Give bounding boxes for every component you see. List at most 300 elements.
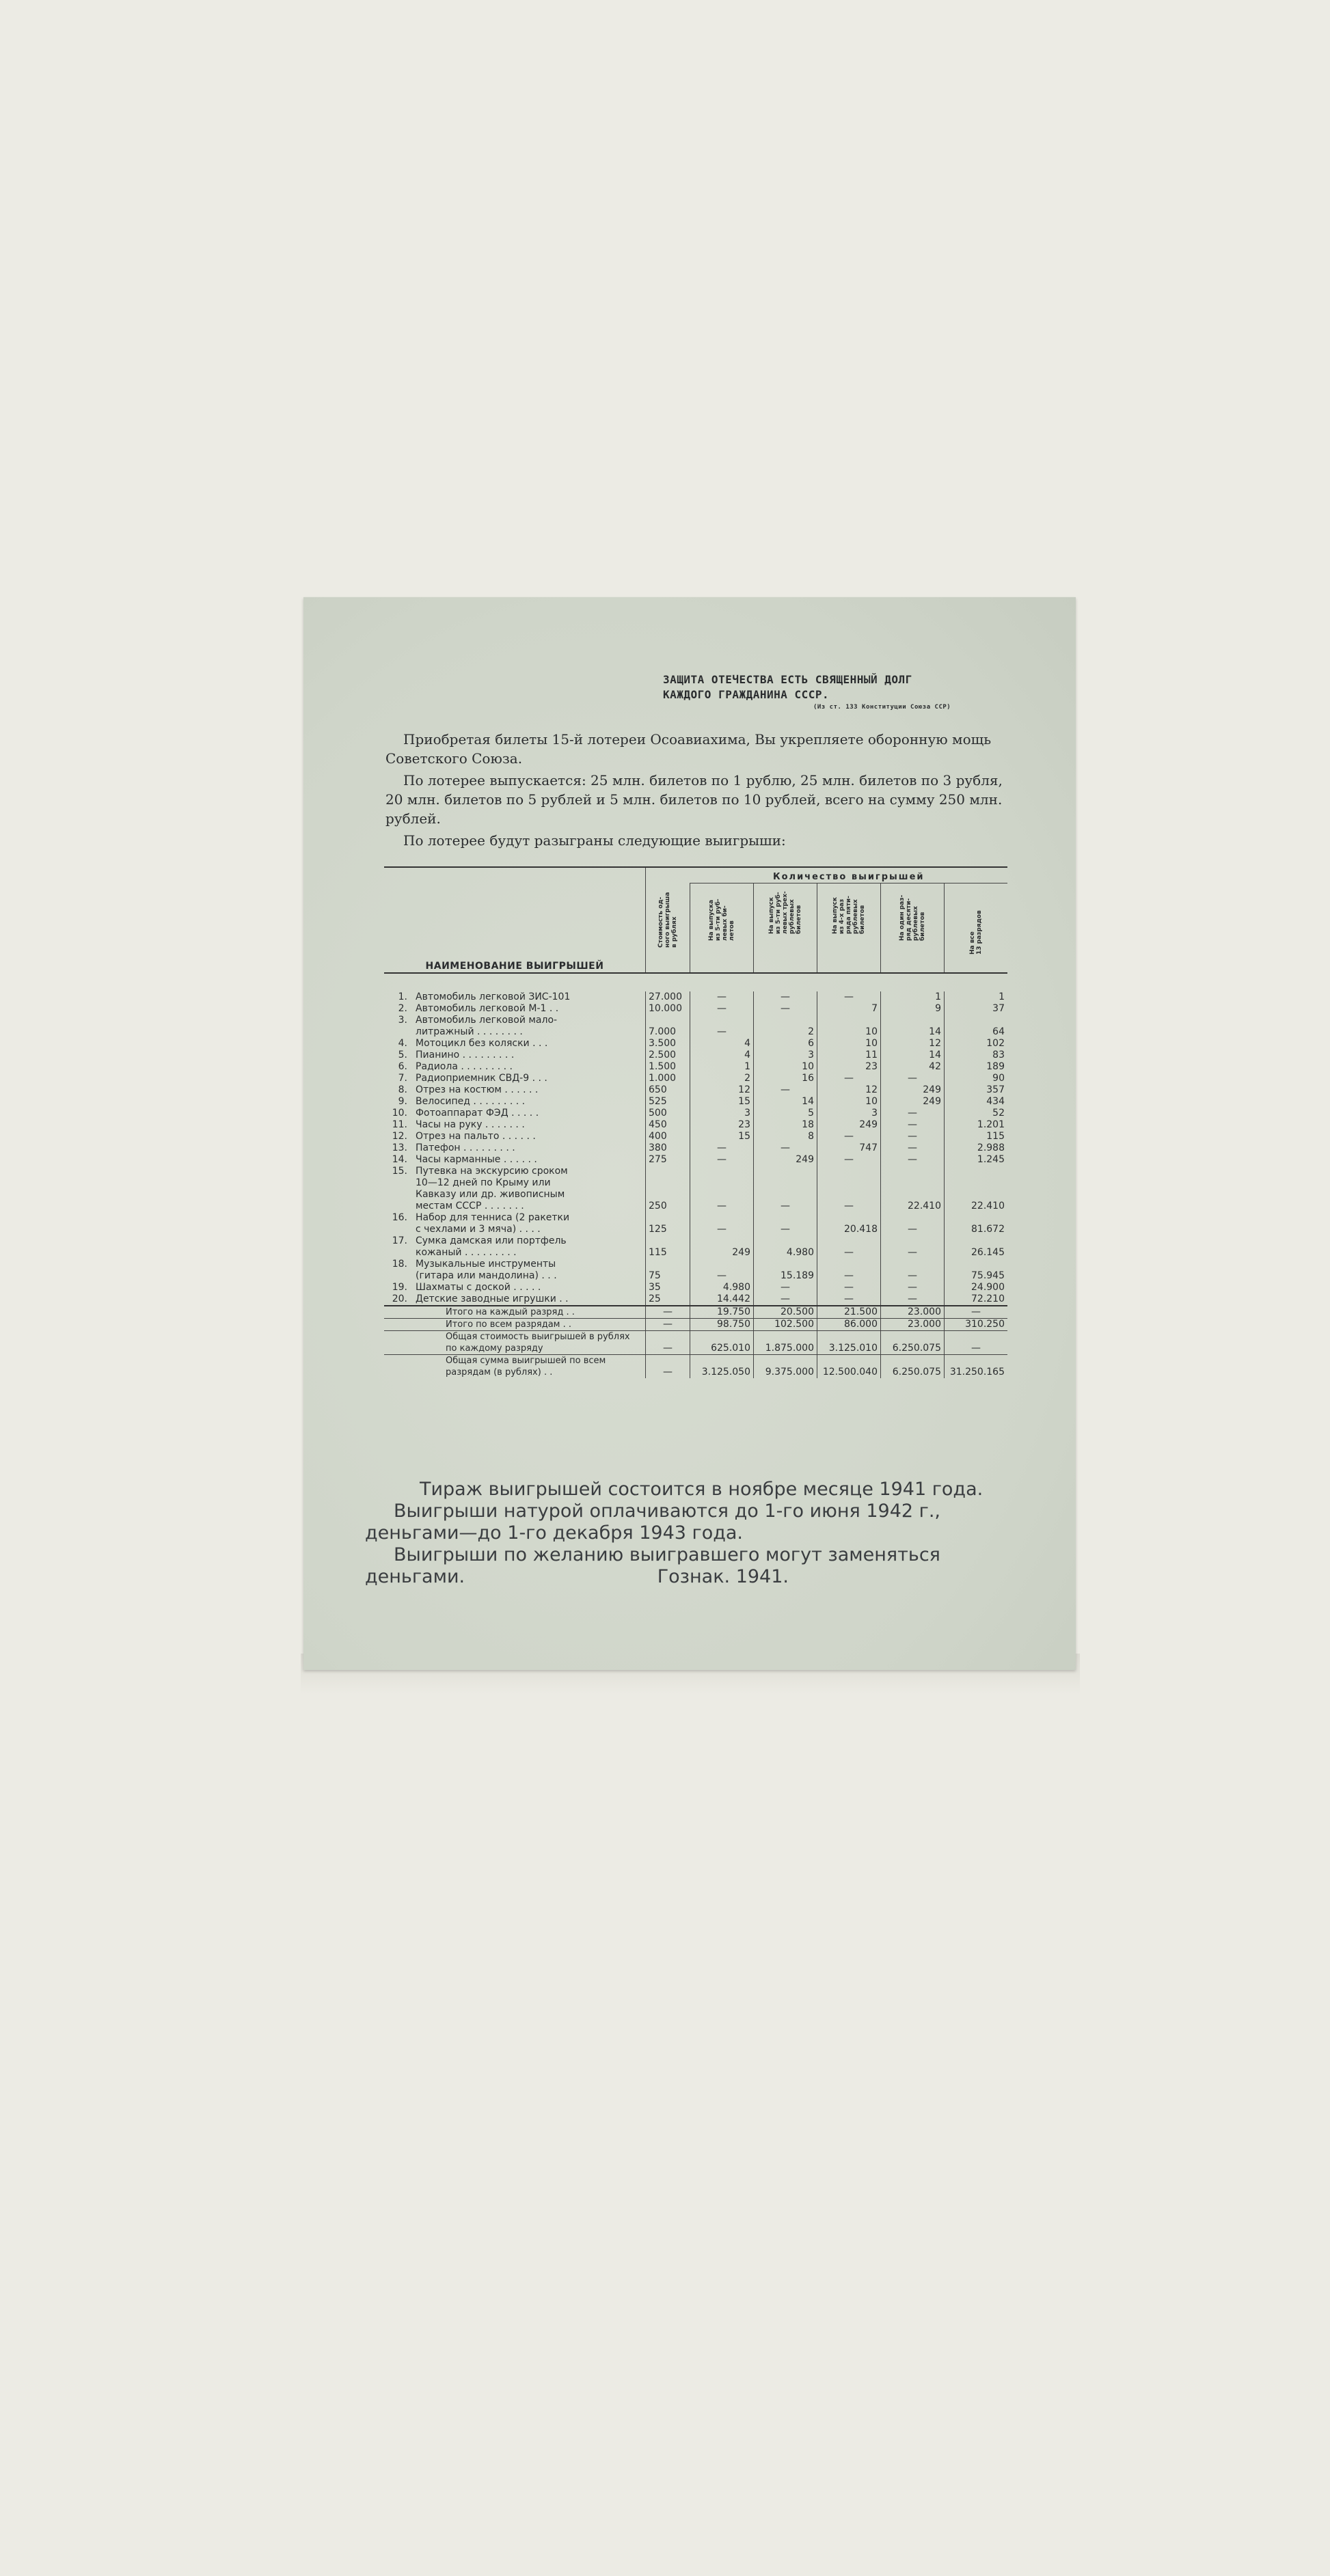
row-count-c3: 7 [817,1003,881,1015]
table-row [384,1084,1007,1096]
row-count-c2: 3 [754,1050,817,1061]
row-name: Музыкальные инструменты [416,1259,556,1270]
row-count-c1: 4.980 [690,1282,754,1293]
row-index: 11. [392,1119,407,1130]
row-name: Отрез на костюм . . . . . . [416,1084,539,1095]
row-count-c4: — [881,1108,945,1119]
row-index: 20. [392,1293,407,1304]
table-row [384,1119,1007,1131]
total-index [384,1306,411,1319]
row-count-c5 [945,1259,1008,1270]
row-cost: 500 [646,1108,690,1119]
row-count-c2: — [754,1224,817,1235]
row-count-c2: — [754,1142,817,1154]
row-count-c5: 115 [945,1131,1008,1142]
table-row [384,1282,1007,1293]
row-count-c1: 3 [690,1108,754,1119]
total-cost: — [646,1319,690,1331]
row-cost: 35 [646,1282,690,1293]
table-row [384,1050,1007,1061]
row-index: 4. [398,1038,407,1049]
row-count-c2: 14 [754,1096,817,1108]
column-header-4: На один раз- ряд десяти- рублевых билетов [881,883,945,974]
row-count-c5: 64 [945,1026,1008,1038]
row-cost: 1.000 [646,1073,690,1084]
row-count-c3: — [817,991,881,1003]
row-count-c2: 16 [754,1073,817,1084]
total-name: Общая стоимость выигрышей в рублях по каждому разряду [411,1331,646,1355]
total-c5: 31.250.165 [945,1355,1008,1379]
row-count-c4 [881,1235,945,1247]
row-count-c2: — [754,991,817,1003]
cost-column-header: Стоимость од- ного выигрыша в рублях [646,867,690,973]
row-name: Автомобиль легковой мало- [416,1015,558,1026]
row-count-c3: 12 [817,1084,881,1096]
row-count-c1: 15 [690,1096,754,1108]
row-count-c3: — [817,1293,881,1306]
row-count-c3: — [817,1131,881,1142]
row-count-c3: — [817,1282,881,1293]
row-cost: 650 [646,1084,690,1096]
table-row [384,1166,1007,1177]
row-count-c1: — [690,1142,754,1154]
row-count-c3 [817,1212,881,1224]
table-row [384,1154,1007,1166]
row-count-c4: — [881,1131,945,1142]
row-index: 12. [392,1131,407,1142]
total-c4: 23.000 [881,1319,945,1331]
row-count-c2: — [754,1201,817,1212]
row-count-c3: — [817,1154,881,1166]
footer-line-3: деньгами—до 1-го декабря 1943 года. [365,1522,744,1544]
row-count-c4: — [881,1247,945,1259]
row-name: Пианино . . . . . . . . . [416,1050,515,1060]
footer-line-1: Тираж выигрышей состоится в ноябре месяце 1941 года. [420,1479,983,1500]
row-count-c5 [945,1235,1008,1247]
row-count-c5: 90 [945,1073,1008,1084]
table-row [384,1131,1007,1142]
row-count-c1 [690,1189,754,1201]
row-count-c2 [754,1212,817,1224]
row-count-c5: 81.672 [945,1224,1008,1235]
row-count-c5: 75.945 [945,1270,1008,1282]
row-count-c1: — [690,1154,754,1166]
row-count-c1: 4 [690,1038,754,1050]
column-header-3: На выпуск из 4-х раз ряда пяти- рублевых билетов [817,883,881,974]
row-index [384,1224,411,1235]
total-c3: 12.500.040 [817,1355,881,1379]
table-row [384,1015,1007,1026]
row-name: Патефон . . . . . . . . . [416,1142,515,1153]
row-count-c4: 9 [881,1003,945,1015]
row-count-c1: 14.442 [690,1293,754,1306]
row-cost [646,1235,690,1247]
row-count-c4: 249 [881,1084,945,1096]
row-cost: 450 [646,1119,690,1131]
row-index [384,1189,411,1201]
row-index: 2. [398,1003,407,1014]
table-row [384,1270,1007,1282]
total-cost: — [646,1306,690,1319]
row-name: Детские заводные игрушки . . [416,1293,569,1304]
row-count-c4 [881,1212,945,1224]
row-count-c3: 249 [817,1119,881,1131]
row-count-c2: 2 [754,1026,817,1038]
row-count-c4 [881,1259,945,1270]
row-count-c5: 1 [945,991,1008,1003]
row-cost: 250 [646,1201,690,1212]
row-cost [646,1259,690,1270]
total-c5: 310.250 [945,1319,1008,1331]
row-count-c1: — [690,991,754,1003]
row-index: 9. [398,1096,407,1107]
row-count-c1: 1 [690,1061,754,1073]
table-row [384,1293,1007,1306]
motto-line-2: КАЖДОГО ГРАЖДАНИНА СССР. [663,688,830,701]
row-count-c5: 2.988 [945,1142,1008,1154]
row-count-c5: 357 [945,1084,1008,1096]
row-count-c1: — [690,1003,754,1015]
total-c3: 21.500 [817,1306,881,1319]
row-count-c4: — [881,1282,945,1293]
row-index: 16. [392,1212,407,1223]
total-name: Общая сумма выигрышей по всем разрядам (в рублях) . . [411,1355,646,1379]
row-count-c1: — [690,1026,754,1038]
table-row [384,1212,1007,1224]
row-count-c4: 42 [881,1061,945,1073]
row-count-c1 [690,1212,754,1224]
row-count-c3 [817,1189,881,1201]
row-cost [646,1015,690,1026]
footer-line-2: Выигрыши натурой оплачиваются до 1-го июня 1942 г., [394,1501,940,1522]
row-name: с чехлами и 3 мяча) . . . . [416,1224,541,1235]
intro-paragraph-2: По лотерее выпускается: 25 млн. билетов по 1 рублю, 25 млн. билетов по 3 рубля, 20 млн. билетов по 5 рублей и 5 млн. билетов по 10 рублей, всего на сумму 250 млн. рублей. [385,772,1003,827]
total-index [384,1319,411,1331]
row-count-c2 [754,1189,817,1201]
row-name: Сумка дамская или портфель [416,1235,567,1246]
row-name: кожаный . . . . . . . . . [416,1247,517,1258]
row-count-c3 [817,1166,881,1177]
row-index [384,1177,411,1189]
row-count-c1 [690,1259,754,1270]
row-name: Фотоаппарат ФЭД . . . . . [416,1108,539,1119]
row-count-c2: 6 [754,1038,817,1050]
row-count-c5: 26.145 [945,1247,1008,1259]
row-cost [646,1189,690,1201]
row-count-c4 [881,1189,945,1201]
total-c4: 6.250.075 [881,1355,945,1379]
row-count-c5: 52 [945,1108,1008,1119]
row-count-c5 [945,1212,1008,1224]
row-count-c5: 102 [945,1038,1008,1050]
row-cost: 3.500 [646,1038,690,1050]
row-count-c3 [817,1259,881,1270]
row-index [384,1247,411,1259]
row-count-c2: — [754,1084,817,1096]
total-c3: 3.125.010 [817,1331,881,1355]
row-count-c5: 37 [945,1003,1008,1015]
table-row [384,1247,1007,1259]
row-cost: 10.000 [646,1003,690,1015]
row-count-c2 [754,1166,817,1177]
row-count-c4: — [881,1154,945,1166]
row-cost: 25 [646,1293,690,1306]
row-count-c2: — [754,1003,817,1015]
row-count-c4 [881,1177,945,1189]
table-row [384,1096,1007,1108]
total-c5: — [945,1306,1008,1319]
table-row [384,1177,1007,1189]
row-count-c3: — [817,1073,881,1084]
row-name: Кавказу или др. живописным [416,1189,565,1200]
table-row [384,1201,1007,1212]
row-count-c3 [817,1177,881,1189]
row-index: 5. [398,1050,407,1060]
row-count-c5 [945,1189,1008,1201]
row-count-c2: — [754,1282,817,1293]
row-cost: 380 [646,1142,690,1154]
row-count-c4 [881,1015,945,1026]
row-index: 17. [392,1235,407,1246]
row-count-c1: 2 [690,1073,754,1084]
row-count-c2: 18 [754,1119,817,1131]
row-cost: 125 [646,1224,690,1235]
row-cost: 115 [646,1247,690,1259]
total-index [384,1331,411,1355]
row-cost: 75 [646,1270,690,1282]
total-name: Итого на каждый разряд . . [411,1306,646,1319]
row-cost [646,1166,690,1177]
total-cost: — [646,1331,690,1355]
row-cost: 525 [646,1096,690,1108]
row-name: Автомобиль легковой М-1 . . [416,1003,559,1014]
row-count-c3: 11 [817,1050,881,1061]
row-count-c4: 22.410 [881,1201,945,1212]
intro-text [385,730,1020,853]
row-count-c3: — [817,1270,881,1282]
row-count-c4: 1 [881,991,945,1003]
row-index: 15. [392,1166,407,1177]
row-cost [646,1212,690,1224]
row-count-c5: 24.900 [945,1282,1008,1293]
row-index: 6. [398,1061,407,1072]
row-name: 10—12 дней по Крыму или [416,1177,551,1188]
total-c4: 6.250.075 [881,1331,945,1355]
total-cost: — [646,1355,690,1379]
row-count-c1 [690,1177,754,1189]
row-count-c1: 249 [690,1247,754,1259]
table-row [384,1061,1007,1073]
row-count-c2: 15.189 [754,1270,817,1282]
name-column-header: НАИМЕНОВАНИЕ ВЫИГРЫШЕЙ [384,867,646,973]
table-row [384,1003,1007,1015]
total-row [384,1319,1007,1331]
row-count-c3: 10 [817,1026,881,1038]
total-c5: — [945,1331,1008,1355]
row-cost: 2.500 [646,1050,690,1061]
row-index: 8. [398,1084,407,1095]
row-cost: 275 [646,1154,690,1166]
row-name: Велосипед . . . . . . . . . [416,1096,526,1107]
footer-text [365,1479,1048,1588]
row-count-c1: — [690,1201,754,1212]
intro-paragraph-1: Приобретая билеты 15-й лотереи Осоавиахима, Вы укрепляете оборонную мощь Советского Союза. [385,731,992,767]
row-name: Часы карманные . . . . . . [416,1154,537,1165]
row-count-c3: 20.418 [817,1224,881,1235]
total-c2: 1.875.000 [754,1331,817,1355]
row-count-c3: — [817,1201,881,1212]
column-header-1: На выпуска из 5-ти руб- левых би- летов [690,883,754,974]
row-name: Автомобиль легковой ЗИС-101 [416,991,571,1002]
row-count-c3: — [817,1247,881,1259]
row-count-c3: 10 [817,1096,881,1108]
row-count-c5: 72.210 [945,1293,1008,1306]
table-row [384,1189,1007,1201]
row-count-c2 [754,1259,817,1270]
row-count-c2 [754,1235,817,1247]
total-c1: 625.010 [690,1331,754,1355]
table-row [384,1108,1007,1119]
row-count-c1: 15 [690,1131,754,1142]
total-c2: 9.375.000 [754,1355,817,1379]
row-count-c2: 10 [754,1061,817,1073]
row-count-c4: — [881,1073,945,1084]
row-cost: 400 [646,1131,690,1142]
prize-rows [384,973,1007,1378]
total-c1: 19.750 [690,1306,754,1319]
total-c2: 102.500 [754,1319,817,1331]
row-name: (гитара или мандолина) . . . [416,1270,557,1281]
row-count-c3: 23 [817,1061,881,1073]
table-row [384,1026,1007,1038]
row-name: Радиола . . . . . . . . . [416,1061,513,1072]
row-count-c3: 747 [817,1142,881,1154]
row-count-c1: — [690,1270,754,1282]
row-count-c5: 434 [945,1096,1008,1108]
table-row [384,1073,1007,1084]
row-count-c4: 14 [881,1026,945,1038]
row-count-c1 [690,1235,754,1247]
total-c1: 98.750 [690,1319,754,1331]
table-row [384,1235,1007,1247]
prize-table [384,866,1007,1378]
row-cost: 7.000 [646,1026,690,1038]
row-cost: 27.000 [646,991,690,1003]
row-count-c2: — [754,1293,817,1306]
row-index: 10. [392,1108,407,1119]
table-row [384,1259,1007,1270]
row-count-c3 [817,1235,881,1247]
row-name: Путевка на экскурсию сроком [416,1166,568,1177]
row-index: 19. [392,1282,407,1293]
column-header-2: На выпуск из 5-ти руб- левых трех- рублевых билетов [754,883,817,974]
column-header-5: На все 13 разрядов [945,883,1008,974]
total-name: Итого по всем разрядам . . [411,1319,646,1331]
row-count-c2: 249 [754,1154,817,1166]
row-count-c5 [945,1015,1008,1026]
imprint: Гознак. 1941. [657,1566,789,1587]
row-count-c2: 8 [754,1131,817,1142]
row-count-c4: — [881,1270,945,1282]
table-row [384,1224,1007,1235]
row-name: Мотоцикл без коляски . . . [416,1038,548,1049]
row-name: Набор для тенниса (2 ракетки [416,1212,570,1223]
row-count-c2: 5 [754,1108,817,1119]
total-c2: 20.500 [754,1306,817,1319]
row-index [384,1270,411,1282]
row-index: 7. [398,1073,407,1084]
table-row [384,991,1007,1003]
total-index [384,1355,411,1379]
total-c1: 3.125.050 [690,1355,754,1379]
row-count-c2 [754,1177,817,1189]
row-count-c2 [754,1015,817,1026]
row-index: 18. [392,1259,407,1270]
row-count-c1: 4 [690,1050,754,1061]
total-c3: 86.000 [817,1319,881,1331]
row-count-c5: 22.410 [945,1201,1008,1212]
row-name: местам СССР . . . . . . . [416,1201,524,1211]
row-count-c4: — [881,1119,945,1131]
row-count-c5: 1.201 [945,1119,1008,1131]
table-row [384,1142,1007,1154]
row-name: литражный . . . . . . . . [416,1026,523,1037]
total-c4: 23.000 [881,1306,945,1319]
row-count-c5: 189 [945,1061,1008,1073]
row-index: 13. [392,1142,407,1153]
row-count-c4: — [881,1224,945,1235]
footer-line-5: деньгами. [365,1566,465,1587]
motto [663,672,1059,712]
row-count-c5: 1.245 [945,1154,1008,1166]
row-index [384,1201,411,1212]
intro-paragraph-3: По лотерее будут разыграны следующие выигрыши: [403,832,786,849]
total-row [384,1306,1007,1319]
motto-line-1: ЗАЩИТА ОТЕЧЕСТВА ЕСТЬ СВЯЩЕННЫЙ ДОЛГ [663,673,912,686]
row-count-c4: — [881,1293,945,1306]
row-count-c5: 83 [945,1050,1008,1061]
row-count-c4: — [881,1142,945,1154]
footer-line-4: Выигрыши по желанию выигравшего могут заменяться [394,1544,940,1565]
row-index: 1. [398,991,407,1002]
table-row [384,1038,1007,1050]
row-count-c4: 12 [881,1038,945,1050]
row-count-c4: 249 [881,1096,945,1108]
row-count-c3 [817,1015,881,1026]
total-row [384,1355,1007,1379]
row-count-c1 [690,1166,754,1177]
row-name: Радиоприемник СВД-9 . . . [416,1073,547,1084]
motto-source: (Из ст. 133 Конституции Союза ССР) [813,704,951,711]
row-count-c1: 12 [690,1084,754,1096]
row-count-c5 [945,1177,1008,1189]
row-count-c1: 23 [690,1119,754,1131]
row-count-c5 [945,1166,1008,1177]
row-cost [646,1177,690,1189]
row-name: Отрез на пальто . . . . . . [416,1131,536,1142]
quantity-group-header: Количество выигрышей [690,867,1008,883]
row-count-c4 [881,1166,945,1177]
row-count-c2: 4.980 [754,1247,817,1259]
row-name: Часы на руку . . . . . . . [416,1119,525,1130]
row-count-c4: 14 [881,1050,945,1061]
total-row [384,1331,1007,1355]
row-count-c1: — [690,1224,754,1235]
row-index: 14. [392,1154,407,1165]
row-index: 3. [398,1015,407,1026]
row-count-c3: 3 [817,1108,881,1119]
row-index [384,1026,411,1038]
